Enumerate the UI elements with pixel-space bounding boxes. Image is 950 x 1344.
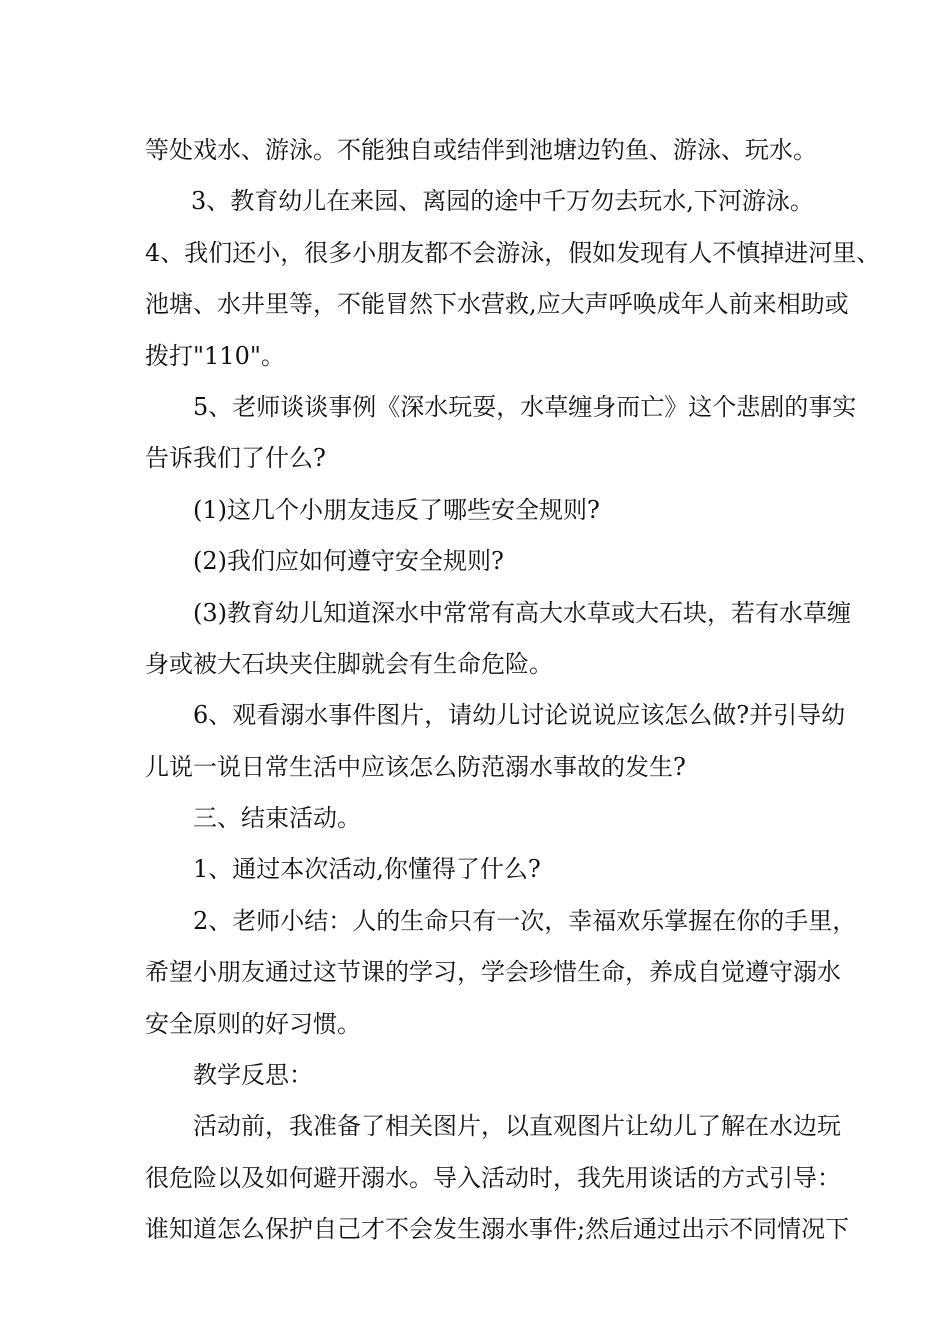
text-line: 希望小朋友通过这节课的学习，学会珍惜生命，养成自觉遵守溺水 [145,958,841,987]
text-line: 等处戏水、游泳。不能独自或结伴到池塘边钓鱼、游泳、玩水。 [145,136,817,164]
text-line: (3)教育幼儿知道深水中常常有高大水草或大石块，若有水草缠 [193,598,851,627]
text-line: 三、结束活动。 [193,804,361,833]
text-line: 告诉我们了什么? [145,444,326,473]
text-line: 活动前，我准备了相关图片，以直观图片让幼儿了解在水边玩 [193,1112,841,1141]
text-line: 4、我们还小，很多小朋友都不会游泳，假如发现有人不慎掉进河里、 [145,238,881,267]
text-line: 6、观看溺水事件图片，请幼儿讨论说说应该怎么做?并引导幼 [193,701,846,730]
text-line: 身或被大石块夹住脚就会有生命危险。 [145,649,553,678]
text-line: 池塘、水井里等，不能冒然下水营救,应大声呼唤成年人前来相助或 [145,290,849,319]
text-line: 拨打"110"。 [145,341,285,370]
text-line: 谁知道怎么保护自己才不会发生溺水事件;然后通过出示不同情况下 [145,1215,850,1244]
text-line: 2、老师小结：人的生命只有一次，幸福欢乐掌握在你的手里， [193,906,857,935]
text-line: 1、通过本次活动,你懂得了什么? [193,855,541,884]
text-line: (2)我们应如何遵守安全规则? [193,547,504,576]
text-line: (1)这几个小朋友违反了哪些安全规则? [193,495,600,524]
document-body [145,128,881,1259]
text-line: 3、教育幼儿在来园、离园的途中千万勿去玩水,下河游泳。 [191,187,814,216]
text-line: 教学反思： [193,1061,313,1090]
text-line: 安全原则的好习惯。 [145,1009,361,1038]
text-line: 儿说一说日常生活中应该怎么防范溺水事故的发生? [145,752,686,781]
text-line: 5、老师谈谈事例《深水玩耍，水草缠身而亡》这个悲剧的事实 [193,392,857,421]
text-line: 很危险以及如何避开溺水。导入活动时，我先用谈话的方式引导： [145,1163,841,1192]
